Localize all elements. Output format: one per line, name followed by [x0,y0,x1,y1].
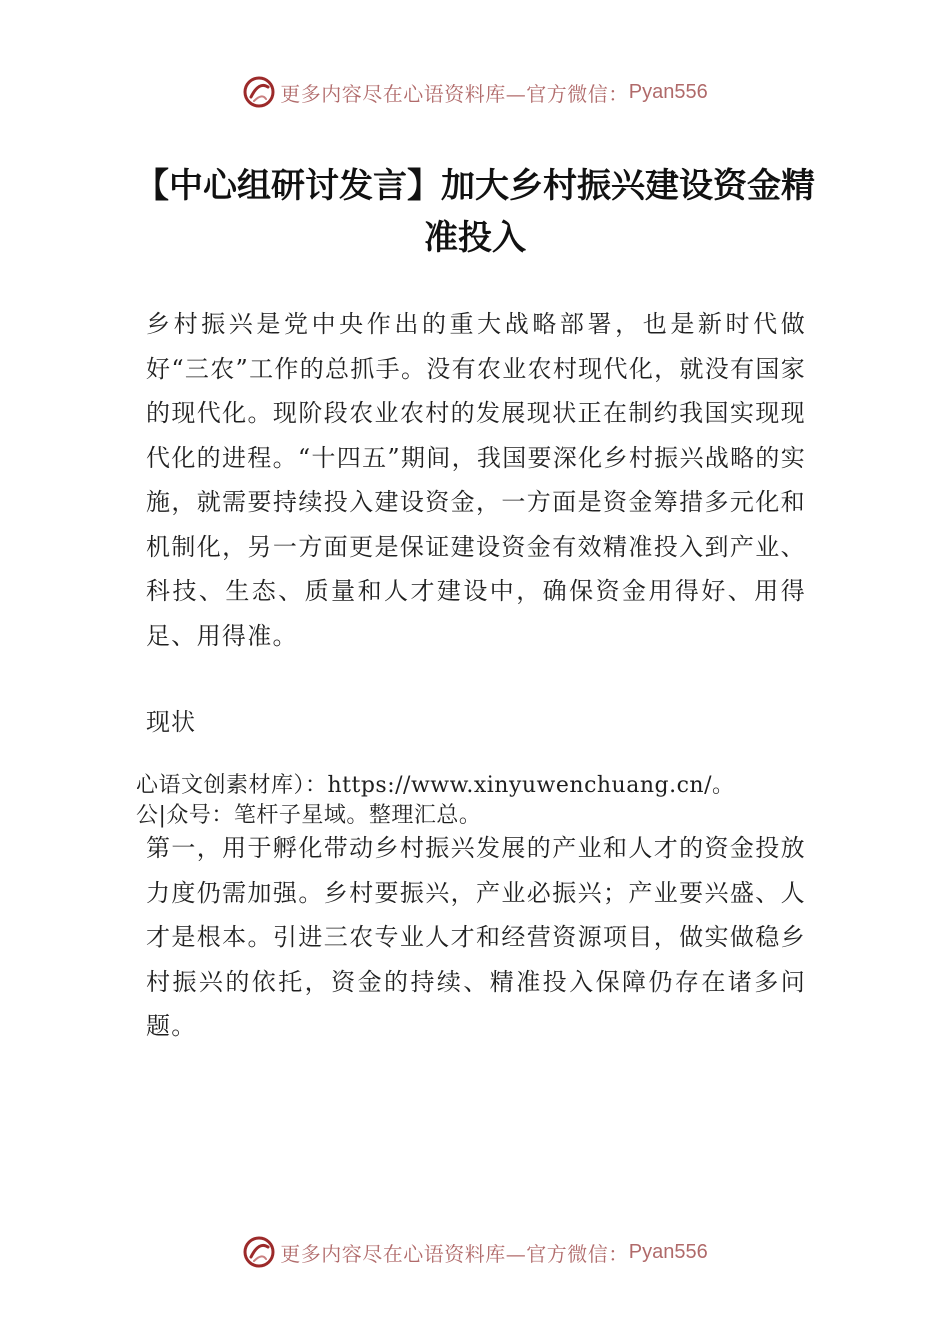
header-banner [0,70,950,114]
banner-wechat-id: Pyan556 [628,1240,708,1263]
document-title: 【中心组研讨发言】加大乡村振兴建设资金精准投入 [135,166,815,258]
banner-text: 更多内容尽在心语资料库—官方微信： [280,1241,629,1266]
banner-wechat-id: Pyan556 [628,80,708,103]
banner-text: 更多内容尽在心语资料库—官方微信： [280,81,629,106]
brand-logo-icon [242,75,276,109]
footer-banner [0,1230,950,1274]
brand-logo-icon [242,1235,276,1269]
section-heading: 现状 [146,708,196,736]
paragraph-first-point: 第一，用于孵化带动乡村振兴发展的产业和人才的资金投放力度仍需加强。乡村要振兴，产业必振兴；产业要兴盛、人才是根本。引进三农专业人才和经营资源项目，做实做稳乡村振兴的依托，资金的持续、精准投入保障仍存在诸多问题。 [146,834,806,1040]
source-note-account: 公|众号：笔杆子星域。整理汇总。 [136,803,482,828]
paragraph-intro: 乡村振兴是党中央作出的重大战略部署，也是新时代做好“三农”工作的总抓手。没有农业农村现代化，就没有国家的现代化。现阶段农业农村的发展现状正在制约我国实现现代化的进程。“十四五”期间，我国要深化乡村振兴战略的实施，就需要持续投入建设资金，一方面是资金筹措多元化和机制化，另一方面更是保证建设资金有效精准投入到产业、科技、生态、质量和人才建设中，确保资金用得好、用得足、用得准。 [146,310,806,650]
source-note-url: 心语文创素材库）：https://www.xinyuwenchuang.cn/。 [136,773,735,798]
